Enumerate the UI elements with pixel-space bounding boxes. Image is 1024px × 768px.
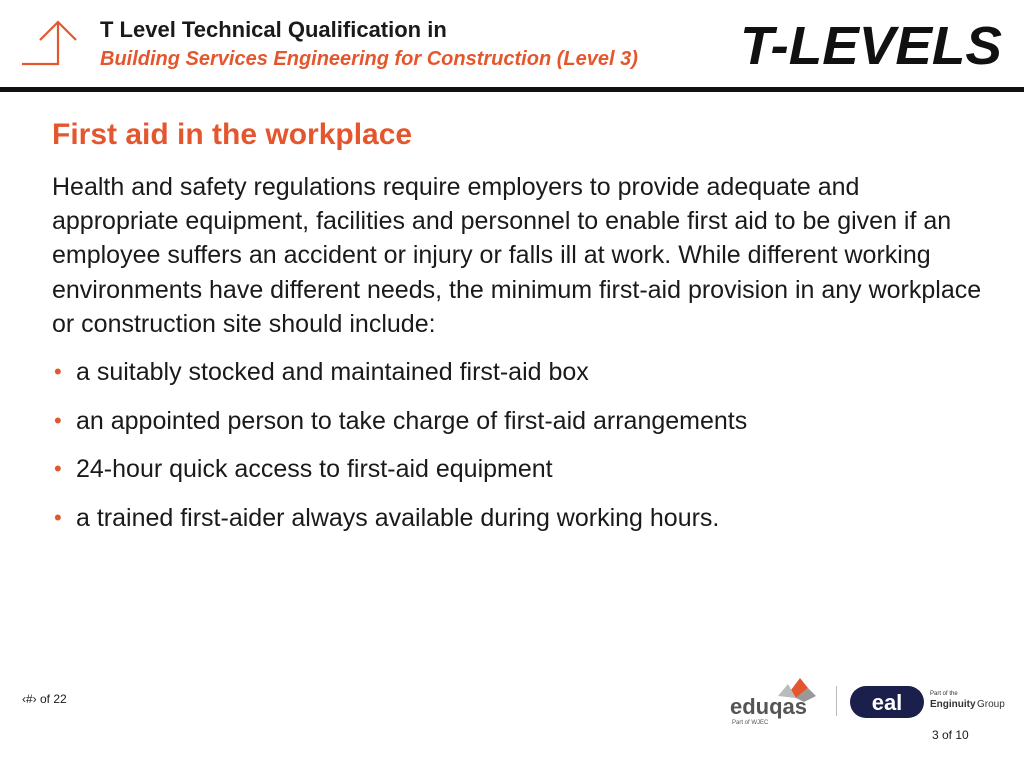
list-item-text: 24-hour quick access to first-aid equipment [76, 455, 553, 483]
t-levels-logo-text: T-LEVELS [740, 16, 1002, 74]
eduqas-logo [728, 676, 820, 726]
slide-number: 3 of 10 [932, 728, 969, 742]
list-item [52, 356, 982, 405]
list-item-text: an appointed person to take charge of first-aid arrangements [76, 406, 748, 435]
enginuity-name: Enginuity [930, 699, 976, 710]
requirements-list [52, 356, 982, 550]
header-divider [0, 87, 1024, 92]
bullet-icon: • [54, 407, 62, 433]
logo-divider [836, 686, 837, 716]
t-levels-logo [740, 14, 1005, 74]
eal-tagline: Part of the [930, 691, 958, 697]
bullet-icon: • [54, 456, 62, 481]
slide-title: First aid in the workplace [52, 118, 413, 151]
eal-logo [850, 685, 1010, 719]
bullet-icon: • [54, 359, 62, 384]
arrow-up-corner-icon [20, 18, 82, 72]
list-item-text: a suitably stocked and maintained first-aid box [76, 358, 589, 386]
page-counter: ‹#› of 22 [22, 692, 67, 706]
list-item [52, 405, 982, 454]
qualification-title: T Level Technical Qualification in [100, 17, 447, 42]
list-item-text: a trained first-aider always available during working hours. [76, 503, 720, 532]
slide-header [0, 0, 1024, 92]
list-item [52, 453, 982, 502]
list-item [52, 502, 982, 551]
intro-paragraph: Health and safety regulations require employers to provide adequate and appropriate equipment, facilities and personnel to enable first aid to be given if an employee suffers an accident or injury or falls ill at work. While different working environments have different needs, the minimum first-aid provision in any workplace or construction site should include: [52, 173, 982, 338]
bullet-icon: • [54, 504, 62, 530]
qualification-subtitle: Building Services Engineering for Construction (Level 3) [100, 48, 638, 70]
eal-wordmark: eal [871, 690, 903, 715]
eduqas-tagline: Part of WJEC [732, 720, 769, 726]
enginuity-group: Group [977, 699, 1005, 710]
eduqas-wordmark: eduqas [730, 694, 808, 719]
